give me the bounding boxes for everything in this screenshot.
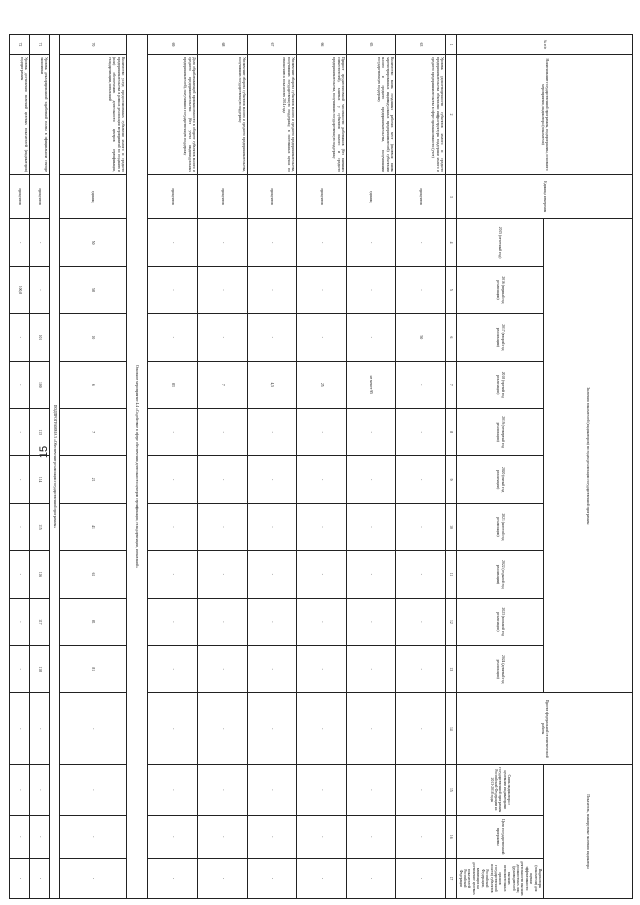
value-cell: - bbox=[198, 503, 248, 550]
value-cell: - bbox=[248, 598, 297, 645]
value-cell: 83 bbox=[148, 361, 198, 408]
value-cell: - bbox=[248, 693, 297, 765]
column-number: 14 bbox=[446, 693, 457, 765]
value-cell: - bbox=[10, 456, 30, 503]
unit-cell: процентов bbox=[198, 175, 248, 219]
value-cell: 81 bbox=[60, 598, 127, 645]
value-cell: - bbox=[198, 646, 248, 693]
value-cell: - bbox=[396, 858, 446, 898]
value-cell: - bbox=[10, 408, 30, 455]
indicator-table bbox=[9, 34, 633, 899]
table-row bbox=[148, 35, 198, 899]
header-year: 2023 (восьмой год реализации) bbox=[457, 598, 544, 645]
header-year: 2016 (первый год реализации) bbox=[457, 266, 544, 313]
table-row bbox=[30, 35, 50, 899]
value-cell: - bbox=[396, 219, 446, 266]
column-number: 16 bbox=[446, 815, 457, 858]
value-cell: - bbox=[60, 693, 127, 765]
value-cell: - bbox=[248, 551, 297, 598]
column-number: 17 bbox=[446, 858, 457, 898]
value-cell: - bbox=[60, 765, 127, 816]
row-number: 68 bbox=[198, 35, 248, 55]
header-year: 2020 (пятый год реализации) bbox=[457, 456, 544, 503]
value-cell: - bbox=[297, 693, 347, 765]
column-number: 15 bbox=[446, 765, 457, 816]
indicator-name: Количество услуг, предоставленных субъектам малого и среднего предпринимательства в рамках реализации мероприятий по созданию и (или) обеспечению деятельности центров сертификации, стандартизации, испытаний bbox=[60, 55, 127, 175]
table-row bbox=[60, 35, 127, 899]
value-cell: - bbox=[248, 456, 297, 503]
header-year: 2019 (четвертый год реализации) bbox=[457, 408, 544, 455]
value-cell: - bbox=[347, 765, 396, 816]
indicator-table-container bbox=[17, 34, 633, 899]
value-cell: 115 bbox=[30, 503, 50, 550]
value-cell: - bbox=[10, 765, 30, 816]
value-cell: 100,8 bbox=[10, 266, 30, 313]
value-cell: - bbox=[60, 858, 127, 898]
column-number: 11 bbox=[446, 551, 457, 598]
table-row bbox=[297, 35, 347, 899]
value-cell: 101 bbox=[30, 314, 50, 361]
value-cell: 50 bbox=[60, 219, 127, 266]
value-cell: - bbox=[297, 598, 347, 645]
value-cell: - bbox=[30, 693, 50, 765]
row-number: 67 bbox=[248, 35, 297, 55]
value-cell: 50 bbox=[396, 314, 446, 361]
table-row bbox=[248, 35, 297, 899]
value-cell: - bbox=[148, 598, 198, 645]
value-cell: - bbox=[198, 456, 248, 503]
page-number: 15 bbox=[38, 445, 50, 459]
value-cell: 117 bbox=[30, 598, 50, 645]
rotated-page bbox=[17, 34, 633, 899]
value-cell: - bbox=[248, 815, 297, 858]
row-number: 63 bbox=[396, 35, 446, 55]
value-cell: - bbox=[198, 815, 248, 858]
header-col17: Индикаторы (показатели) для оценки эффективности деятельности высших должностных лиц (руководителей высших исполнительных органов государственной власти) субъектов Российской Федерации, влияющих на достижение целевых показателей Российской Федерации bbox=[457, 858, 544, 898]
unit-cell: единиц bbox=[347, 175, 396, 219]
value-cell: - bbox=[347, 693, 396, 765]
value-cell: - bbox=[248, 503, 297, 550]
value-cell: - bbox=[148, 693, 198, 765]
value-cell: - bbox=[198, 219, 248, 266]
value-cell: 4,5 bbox=[248, 361, 297, 408]
value-cell: 114 bbox=[30, 456, 50, 503]
value-cell: - bbox=[10, 503, 30, 550]
value-cell: - bbox=[10, 314, 30, 361]
column-number: 4 bbox=[446, 219, 457, 266]
column-number: 12 bbox=[446, 598, 457, 645]
value-cell: - bbox=[396, 598, 446, 645]
value-cell: - bbox=[198, 693, 248, 765]
value-cell: - bbox=[198, 314, 248, 361]
value-cell: - bbox=[396, 503, 446, 550]
unit-cell: единиц bbox=[60, 175, 127, 219]
value-cell: - bbox=[148, 266, 198, 313]
value-cell: - bbox=[396, 361, 446, 408]
unit-cell: процентов bbox=[297, 175, 347, 219]
value-cell: - bbox=[248, 408, 297, 455]
value-cell: - bbox=[10, 858, 30, 898]
value-cell: - bbox=[396, 266, 446, 313]
value-cell: - bbox=[148, 408, 198, 455]
value-cell: - bbox=[10, 219, 30, 266]
value-cell: 41 bbox=[60, 503, 127, 550]
value-cell: 58 bbox=[60, 266, 127, 313]
value-cell: 100 bbox=[30, 361, 50, 408]
header-col16: Цели государственной программы bbox=[457, 815, 544, 858]
value-cell: - bbox=[347, 456, 396, 503]
value-cell: - bbox=[10, 693, 30, 765]
value-cell: не менее 95 bbox=[347, 361, 396, 408]
value-cell: - bbox=[297, 266, 347, 313]
value-cell: - bbox=[198, 765, 248, 816]
value-cell: 61 bbox=[60, 551, 127, 598]
unit-cell: процентов bbox=[396, 175, 446, 219]
header-year: 2015 (отчетный год) bbox=[457, 219, 544, 266]
indicator-name: Прирост среднесписочной численности работников (без внешних совместителей), занятых у субъектов малого и среднего предпринимательства, получивших государственную поддержку bbox=[297, 55, 347, 175]
value-cell: - bbox=[396, 815, 446, 858]
row-number: 70 bbox=[60, 35, 127, 55]
value-cell: - bbox=[30, 266, 50, 313]
value-cell: - bbox=[297, 503, 347, 550]
value-cell: - bbox=[148, 646, 198, 693]
header-name: Наименование государственной программы, подпрограммы, основного мероприятия, индикатора (показателя) bbox=[457, 55, 633, 175]
value-cell: - bbox=[148, 456, 198, 503]
header-year: 2024 (девятый год реализации) bbox=[457, 646, 544, 693]
value-cell: - bbox=[396, 693, 446, 765]
value-cell: - bbox=[148, 815, 198, 858]
value-cell: - bbox=[248, 266, 297, 313]
value-cell: - bbox=[248, 314, 297, 361]
unit-cell: процентов bbox=[248, 175, 297, 219]
value-cell: - bbox=[148, 551, 198, 598]
unit-cell: процентов bbox=[10, 175, 30, 219]
header-year: 2017 (второй год реализации) bbox=[457, 314, 544, 361]
header-unit: Единица измерения bbox=[457, 175, 633, 219]
value-cell: - bbox=[396, 456, 446, 503]
value-cell: 21 bbox=[60, 456, 127, 503]
value-cell: 113 bbox=[30, 408, 50, 455]
value-cell: - bbox=[198, 598, 248, 645]
indicator-name: Уровень достижения значений целевых показателей (индикаторов) подпрограммы bbox=[10, 55, 30, 175]
value-cell: - bbox=[347, 815, 396, 858]
header-compare-group: Показатель, планируемые значения индикатора bbox=[544, 765, 633, 899]
value-cell: - bbox=[297, 314, 347, 361]
column-number: 7 bbox=[446, 361, 457, 408]
header-col15: Связь индикатора с целевыми индикаторами государственной программы Российской Федерации на 2013-2018 годы bbox=[457, 765, 544, 816]
value-cell: - bbox=[10, 361, 30, 408]
value-cell: - bbox=[148, 314, 198, 361]
value-cell: 6 bbox=[60, 361, 127, 408]
indicator-name: Увеличение оборота субъектов малого и среднего предпринимательства, получивших государственную поддержку, в постоянных ценах по отношению к показателю 2014 года bbox=[248, 55, 297, 175]
unit-cell: процентов bbox=[30, 175, 50, 219]
column-number: 13 bbox=[446, 646, 457, 693]
value-cell: - bbox=[297, 219, 347, 266]
value-cell: - bbox=[347, 858, 396, 898]
value-cell: - bbox=[198, 266, 248, 313]
value-cell: - bbox=[148, 503, 198, 550]
value-cell: - bbox=[198, 858, 248, 898]
value-cell: - bbox=[297, 646, 347, 693]
value-cell: - bbox=[10, 551, 30, 598]
column-number: 10 bbox=[446, 503, 457, 550]
value-cell: - bbox=[30, 765, 50, 816]
value-cell: - bbox=[10, 815, 30, 858]
value-cell: - bbox=[347, 314, 396, 361]
table-row bbox=[347, 35, 396, 899]
unit-cell: процентов bbox=[148, 175, 198, 219]
value-cell: - bbox=[297, 551, 347, 598]
section-heading: Основное мероприятие 4.4 «Содействие в сфере обеспечения деятельности центров сертификации, стандартизации, испытаний» bbox=[127, 35, 148, 899]
column-number: 3 bbox=[446, 175, 457, 219]
header-values-group: Значения показателей (индикаторов) по годам реализации государственной программы bbox=[544, 219, 633, 693]
value-cell: - bbox=[396, 646, 446, 693]
table-row bbox=[396, 35, 446, 899]
header-year: 2018 (третий год реализации) bbox=[457, 361, 544, 408]
value-cell: 10 bbox=[60, 314, 127, 361]
value-cell: - bbox=[297, 408, 347, 455]
row-number: 69 bbox=[148, 35, 198, 55]
value-cell: 118 bbox=[30, 646, 50, 693]
column-number: 5 bbox=[446, 266, 457, 313]
value-cell: - bbox=[30, 815, 50, 858]
value-cell: - bbox=[347, 266, 396, 313]
value-cell: - bbox=[347, 408, 396, 455]
value-cell: - bbox=[10, 598, 30, 645]
value-cell: - bbox=[10, 646, 30, 693]
value-cell: - bbox=[396, 551, 446, 598]
column-number: 6 bbox=[446, 314, 457, 361]
value-cell: - bbox=[248, 858, 297, 898]
value-cell: - bbox=[30, 858, 50, 898]
value-cell: 7 bbox=[198, 361, 248, 408]
value-cell: - bbox=[297, 456, 347, 503]
value-cell: - bbox=[248, 765, 297, 816]
row-number: 65 bbox=[347, 35, 396, 55]
value-cell: - bbox=[347, 598, 396, 645]
row-number: 72 bbox=[10, 35, 30, 55]
value-cell: - bbox=[148, 765, 198, 816]
value-cell: - bbox=[148, 219, 198, 266]
header-col14: Проект федеральной статистической работы bbox=[457, 693, 633, 765]
value-cell: 7 bbox=[60, 408, 127, 455]
row-number: 66 bbox=[297, 35, 347, 55]
value-cell: - bbox=[347, 551, 396, 598]
indicator-name: Доля обрабатывающей промышленности в обороте субъектов малого и среднего предпринимательства (без учета индивидуальных предпринимателей), получивших государственную поддержку bbox=[148, 55, 198, 175]
value-cell: - bbox=[198, 408, 248, 455]
value-cell: - bbox=[297, 815, 347, 858]
value-cell: - bbox=[198, 551, 248, 598]
value-cell: - bbox=[248, 646, 297, 693]
table-row bbox=[198, 35, 248, 899]
header-year: 2021 (шестой год реализации) bbox=[457, 503, 544, 550]
value-cell: - bbox=[248, 219, 297, 266]
indicator-name: Уровень удовлетворенности субъектов малого и среднего предпринимательства объектами инфраструктуры поддержки малого и среднего предпринимательства в сфере промышленности (учет) bbox=[396, 55, 446, 175]
value-cell: - bbox=[297, 858, 347, 898]
value-cell: - bbox=[347, 503, 396, 550]
value-cell: 116 bbox=[30, 551, 50, 598]
header-year: 2022 (седьмой год реализации) bbox=[457, 551, 544, 598]
value-cell: 81 bbox=[60, 646, 127, 693]
column-number: 1 bbox=[446, 35, 457, 55]
section-heading: ПОДПРОГРАММА 5 «Обеспечение реализации государственной программы» bbox=[50, 35, 60, 899]
indicator-name: Увеличение оборота субъектов малого и среднего предпринимательства, получивших государственную поддержку bbox=[198, 55, 248, 175]
value-cell: - bbox=[396, 408, 446, 455]
header-no: № п/п bbox=[457, 35, 633, 55]
value-cell: - bbox=[60, 815, 127, 858]
row-number: 71 bbox=[30, 35, 50, 55]
value-cell: - bbox=[347, 219, 396, 266]
indicator-name: Количество вновь созданных рабочих мест (включая вновь зарегистрированных индивидуальных предпринимателей) субъектами малого и среднего предпринимательства, получившими государственную поддержку bbox=[347, 55, 396, 175]
value-cell: - bbox=[148, 858, 198, 898]
value-cell: - bbox=[347, 646, 396, 693]
value-cell: 25 bbox=[297, 361, 347, 408]
value-cell: - bbox=[396, 765, 446, 816]
value-cell: - bbox=[297, 765, 347, 816]
indicator-name: Уровень декларированной заработной платы в официальном секторе экономики bbox=[30, 55, 50, 175]
column-number: 9 bbox=[446, 456, 457, 503]
column-number: 8 bbox=[446, 408, 457, 455]
table-row bbox=[10, 35, 30, 899]
value-cell: - bbox=[30, 219, 50, 266]
column-number: 2 bbox=[446, 55, 457, 175]
